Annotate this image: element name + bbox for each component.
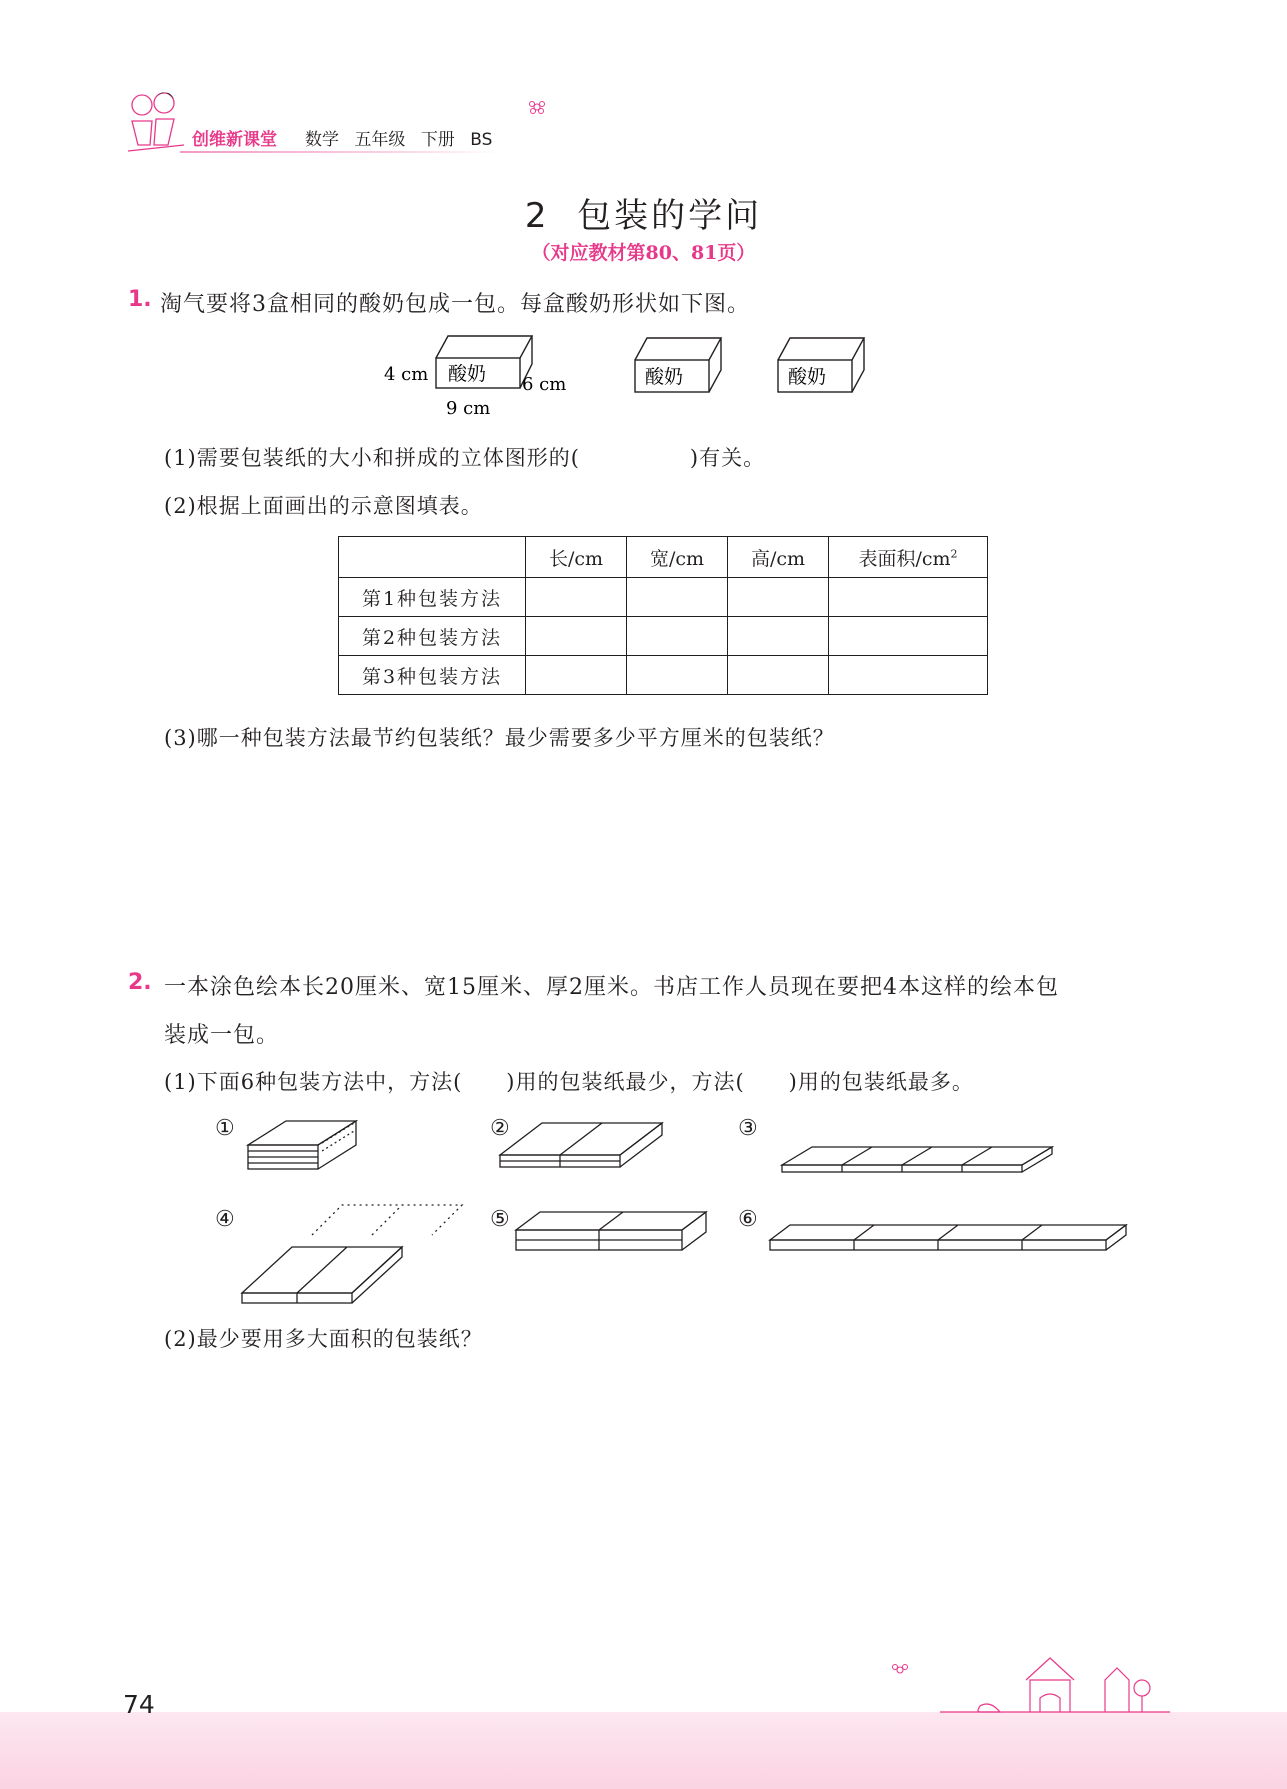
row-label: 第1种包装方法	[339, 578, 526, 617]
yogurt-boxes-figure	[380, 330, 900, 422]
box1-label: 酸奶	[448, 363, 487, 385]
table-row	[339, 617, 988, 656]
kids-illustration	[120, 85, 190, 157]
answer-cell[interactable]	[829, 656, 988, 695]
method-label-6: ⑥	[738, 1207, 758, 1232]
box3-label: 酸奶	[788, 366, 827, 388]
table-header-cell: 长/cm	[526, 537, 627, 578]
q2-text-line1: 一本涂色绘本长20厘米、宽15厘米、厚2厘米。书店工作人员现在要把4本这样的绘本包	[164, 975, 1059, 1000]
lesson-title: 2 包装的学问	[524, 196, 763, 236]
method-label-4: ④	[215, 1207, 235, 1232]
table-header-cell: 表面积$/cm^2$	[829, 537, 988, 578]
table-row	[339, 656, 988, 695]
table-row	[339, 578, 988, 617]
header-divider	[180, 151, 500, 153]
q1-sub2: (2)根据上面画出的示意图填表。	[164, 494, 483, 518]
dim-width-label: 6 cm	[522, 374, 567, 395]
packing-table	[338, 536, 988, 695]
textbook-reference: （对应教材第80、81页）	[531, 242, 756, 264]
q1-number: 1.	[128, 287, 152, 312]
volume-label: 下册	[420, 130, 455, 150]
row-label: 第2种包装方法	[339, 617, 526, 656]
castle-decoration-icon	[880, 1650, 1180, 1720]
q1-sub1: (1)需要包装纸的大小和拼成的立体图形的( )有关。	[164, 446, 766, 470]
flower-decoration-icon	[527, 98, 547, 116]
answer-cell[interactable]	[829, 578, 988, 617]
answer-cell[interactable]	[627, 656, 728, 695]
q1-sub3: (3)哪一种包装方法最节约包装纸？最少需要多少平方厘米的包装纸？	[164, 726, 835, 750]
grade-label: 五年级	[354, 130, 406, 150]
q1-text: 淘气要将3盒相同的酸奶包成一包。每盒酸奶形状如下图。	[160, 292, 750, 317]
dim-height-label: 4 cm	[384, 364, 429, 385]
q2-sub2: (2)最少要用多大面积的包装纸？	[164, 1327, 483, 1351]
book-info	[305, 125, 502, 150]
page-header	[120, 85, 500, 160]
packing-methods-figure	[200, 1105, 1140, 1305]
table-header-cell	[339, 537, 526, 578]
q2-number: 2.	[128, 970, 152, 995]
method-label-3: ③	[738, 1116, 758, 1141]
method-label-5: ⑤	[490, 1207, 510, 1232]
brand-name: 创维新课堂	[192, 130, 277, 150]
answer-cell[interactable]	[627, 578, 728, 617]
box2-label: 酸奶	[645, 366, 684, 388]
q2-sub1: (1)下面6种包装方法中，方法( )用的包装纸最少，方法( )用的包装纸最多。	[164, 1070, 974, 1094]
answer-cell[interactable]	[728, 578, 829, 617]
answer-cell[interactable]	[627, 617, 728, 656]
footer-band	[0, 1712, 1287, 1789]
answer-cell[interactable]	[728, 656, 829, 695]
answer-cell[interactable]	[526, 578, 627, 617]
edition-label: BS	[470, 130, 493, 150]
row-label: 第3种包装方法	[339, 656, 526, 695]
answer-cell[interactable]	[829, 617, 988, 656]
method-label-1: ①	[215, 1116, 235, 1141]
answer-cell[interactable]	[526, 656, 627, 695]
table-header-row	[339, 537, 988, 578]
subject-label: 数学	[305, 130, 339, 150]
answer-cell[interactable]	[526, 617, 627, 656]
answer-cell[interactable]	[728, 617, 829, 656]
dim-length-label: 9 cm	[446, 398, 491, 419]
q2-text-line2: 装成一包。	[164, 1023, 280, 1048]
table-header-cell: 宽/cm	[627, 537, 728, 578]
page-number: 74	[123, 1690, 155, 1719]
table-header-cell: 高/cm	[728, 537, 829, 578]
method-label-2: ②	[490, 1116, 510, 1141]
